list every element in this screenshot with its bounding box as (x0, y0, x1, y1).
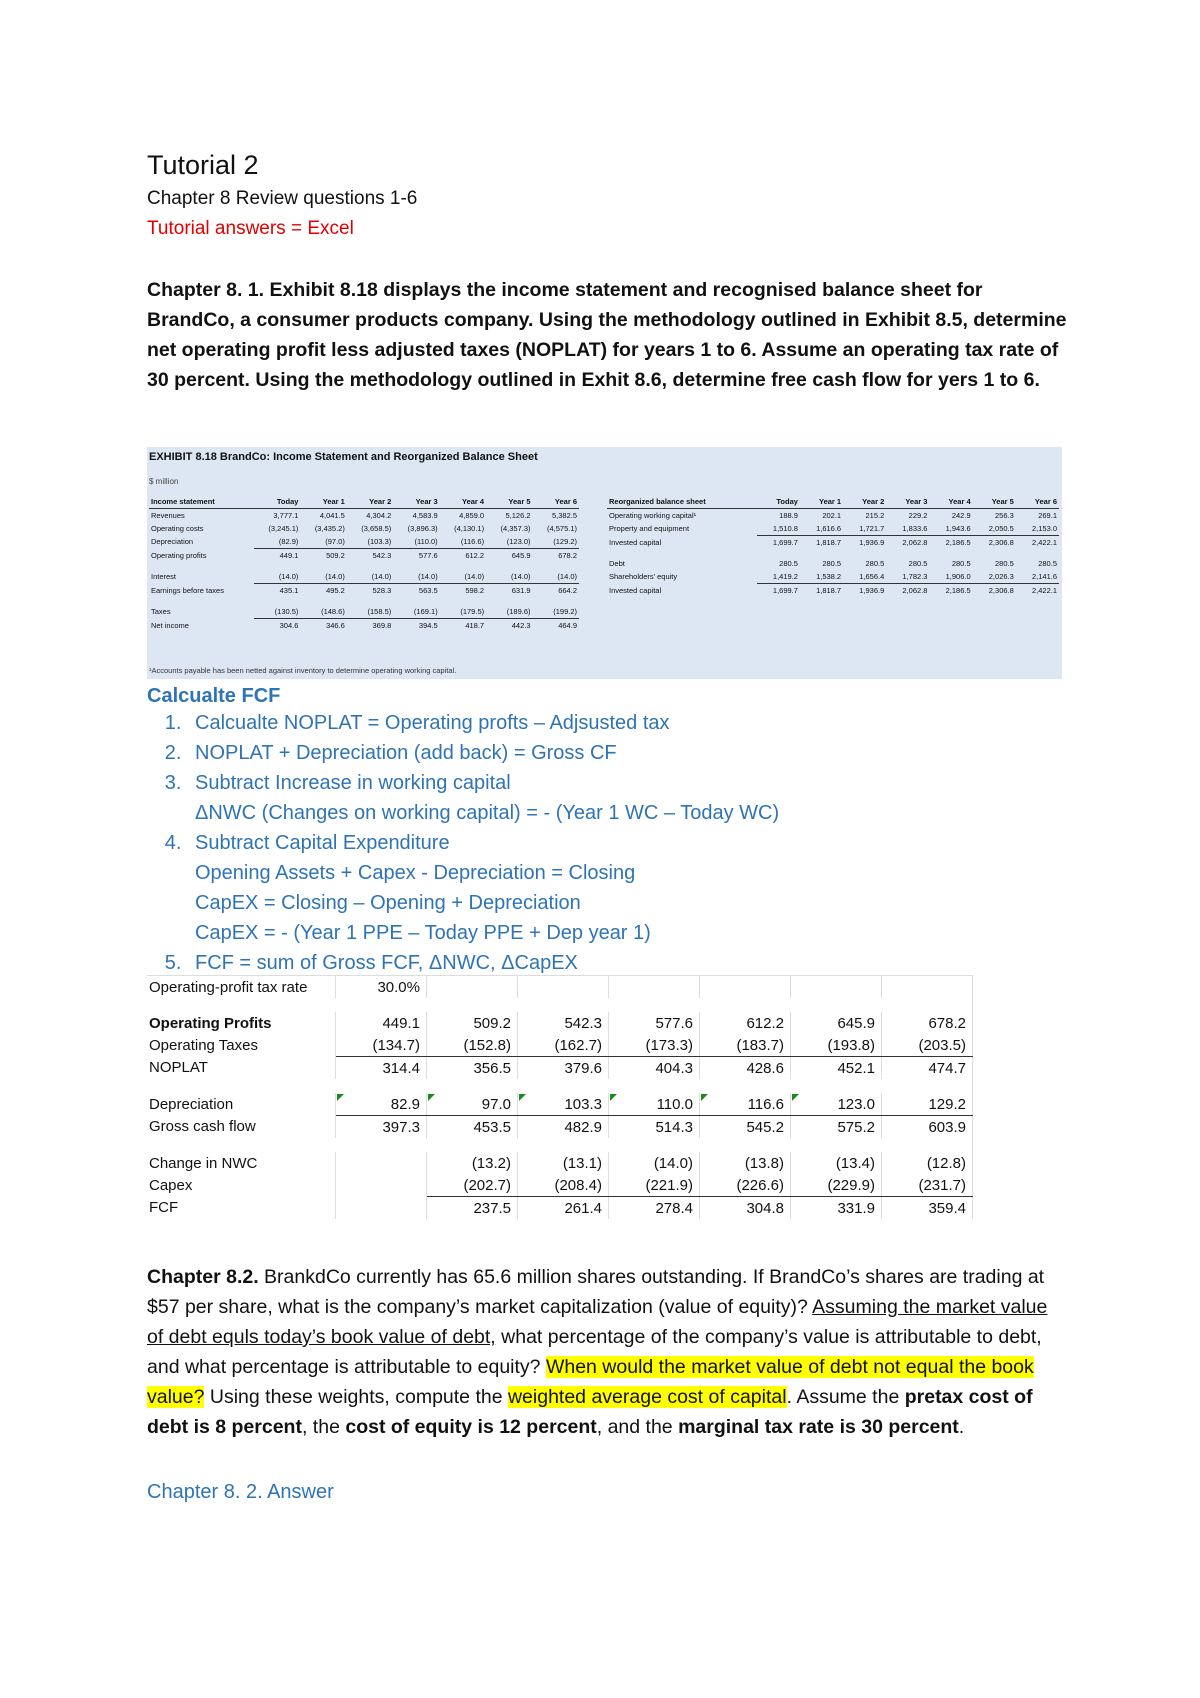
table-cell: 612.2 (465, 551, 485, 560)
calc-step-text: NOPLAT + Depreciation (add back) = Gross CF (195, 742, 617, 764)
table-row (149, 522, 579, 535)
table-cell: (129.2) (533, 535, 579, 549)
table-cell: 2,186.5 (945, 538, 971, 547)
q2-text-1: BrankdCo currently has 65.6 million shares outstanding. If BrandCo’s shares are trading at $57 per share, what is the company’s market capitalization (value of equity)? (147, 1266, 1045, 1318)
table-cell: 1,943.6 (929, 522, 972, 536)
formula-flag-icon (337, 1094, 344, 1101)
value-cell: 82.9 (336, 1093, 427, 1116)
question-2 (147, 1262, 1067, 1442)
table-cell: 1,936.9 (859, 586, 885, 595)
table-cell: 1,721.7 (843, 522, 886, 536)
value-cell: (12.8) (882, 1152, 973, 1174)
column-header: Year 5 (973, 495, 1016, 509)
table-cell: 442.3 (511, 621, 531, 630)
table-cell: 280.5 (822, 559, 842, 568)
tax-rate-value: 30.0% (336, 976, 427, 999)
q2-pretax-cost-debt: pretax cost of debt is 8 percent (147, 1386, 1033, 1438)
table-cell: 2,306.8 (988, 538, 1014, 547)
value-cell: 103.3 (518, 1093, 609, 1116)
table-cell: 1,936.9 (859, 538, 885, 547)
table-cell: 280.5 (951, 559, 971, 568)
table-cell: 1,818.7 (816, 538, 842, 547)
value-cell (336, 1174, 427, 1197)
table-cell: 1,699.7 (772, 586, 798, 595)
table-cell: Operating working capital¹ (609, 511, 697, 520)
table-cell: (14.0) (486, 570, 532, 584)
table-row (149, 619, 579, 633)
calc-step (187, 738, 779, 768)
value-cell: (173.3) (609, 1034, 700, 1057)
table-cell: (14.0) (254, 570, 300, 584)
value-cell: 678.2 (882, 1012, 973, 1034)
table-cell: 188.9 (779, 511, 798, 520)
table-cell: 215.2 (865, 511, 885, 520)
table-cell: Debt (609, 559, 625, 568)
table-cell: 2,141.6 (1016, 570, 1059, 584)
row-label: Gross cash flow (147, 1116, 336, 1139)
table-cell: 464.9 (558, 621, 577, 630)
table-cell: Operating costs (151, 524, 204, 533)
table-row (149, 509, 579, 523)
value-cell: 123.0 (791, 1093, 882, 1116)
table-cell: (3,245.1) (268, 524, 299, 533)
value-cell: 509.2 (427, 1012, 518, 1034)
value-cell: 428.6 (700, 1057, 791, 1080)
value-cell: (13.8) (700, 1152, 791, 1174)
column-header: Year 2 (843, 495, 886, 509)
q2-text-13: . (958, 1416, 965, 1438)
table-cell: 678.2 (558, 551, 577, 560)
table-cell: 664.2 (558, 586, 577, 595)
column-header: Year 1 (300, 495, 346, 509)
table-cell: 1,833.6 (886, 522, 929, 536)
table-row (147, 1034, 973, 1057)
value-cell: 404.3 (609, 1057, 700, 1080)
table-cell: (130.5) (254, 605, 300, 619)
table-cell: (123.0) (486, 535, 532, 549)
value-cell: 612.2 (700, 1012, 791, 1034)
value-cell: 545.2 (700, 1116, 791, 1139)
tax-rate-label: Operating-profit tax rate (147, 976, 336, 999)
calc-step-text: Subtract Increase in working capital (195, 772, 511, 794)
table-row (149, 549, 579, 563)
value-cell: (134.7) (336, 1034, 427, 1057)
value-cell: 603.9 (882, 1116, 973, 1139)
table-cell: 2,422.1 (1031, 586, 1057, 595)
calc-step (187, 948, 779, 978)
column-header: Year 1 (800, 495, 843, 509)
value-cell: (226.6) (700, 1174, 791, 1197)
value-cell: 452.1 (791, 1057, 882, 1080)
table-cell: 1,656.4 (843, 570, 886, 584)
column-header: Year 4 (440, 495, 486, 509)
column-header: Reorganized balance sheet (607, 495, 757, 509)
table-cell: Interest (151, 572, 177, 582)
table-cell: 1,510.8 (757, 522, 800, 536)
table-cell: (4,130.1) (454, 524, 485, 533)
calc-step-subline: Opening Assets + Capex - Depreciation = Closing (195, 862, 636, 884)
question-1-text: Exhibit 8.18 displays the income statement and recognised balance sheet for BrandCo, a consumer products company. Using the methodology outlined in Exhibit 8.5, determine net operating profit less adjusted taxes (NOPLAT) for years 1 to 6. Assume an operating tax rate of 30 percent. Using the methodology outlined in Exhit 8.6, determine free cash flow for yers 1 to 6. (147, 279, 1067, 391)
table-cell: (148.6) (300, 605, 346, 619)
table-cell: 1,906.0 (929, 570, 972, 584)
column-header: Year 5 (486, 495, 532, 509)
table-row (607, 536, 1059, 550)
table-cell: 542.3 (372, 551, 392, 560)
table-row (147, 1057, 973, 1080)
formula-flag-icon (701, 1094, 708, 1101)
value-cell: (203.5) (882, 1034, 973, 1057)
calc-step-text: Subtract Capital Expenditure (195, 832, 450, 854)
table-cell: (4,357.3) (500, 524, 531, 533)
table-cell: 369.8 (372, 621, 392, 630)
value-cell: 482.9 (518, 1116, 609, 1139)
table-cell: 2,050.5 (973, 522, 1016, 536)
table-cell: Earnings before taxes (151, 585, 224, 595)
income-statement-table (149, 495, 579, 632)
value-cell: (13.1) (518, 1152, 609, 1174)
table-cell: 229.2 (908, 511, 928, 520)
row-label: Depreciation (147, 1093, 336, 1116)
q2-highlight-1: When would the market value of debt not equal the book value? (147, 1356, 1034, 1408)
table-header-row (607, 495, 1059, 509)
table-cell: (14.0) (347, 570, 393, 584)
table-cell: (82.9) (254, 535, 300, 549)
answers-note: Tutorial answers = Excel (147, 218, 354, 239)
table-cell: 280.5 (865, 559, 885, 568)
value-cell: 397.3 (336, 1116, 427, 1139)
table-row (149, 584, 579, 598)
table-cell: 394.5 (418, 621, 438, 630)
table-cell: 1,699.7 (772, 538, 798, 547)
table-cell: 563.5 (418, 586, 438, 595)
page-subtitle: Chapter 8 Review questions 1-6 (147, 188, 418, 209)
table-cell: 1,419.2 (757, 570, 800, 584)
table-cell: 631.9 (511, 586, 531, 595)
value-cell: 331.9 (791, 1197, 882, 1220)
value-cell: (202.7) (427, 1174, 518, 1197)
table-cell: 202.1 (822, 511, 842, 520)
table-cell: 528.3 (372, 586, 392, 595)
table-cell: 269.1 (1038, 511, 1057, 520)
table-cell: (169.1) (393, 605, 439, 619)
table-cell: (158.5) (347, 605, 393, 619)
table-cell: 242.9 (951, 511, 971, 520)
column-header: Today (757, 495, 800, 509)
table-cell: 2,422.1 (1031, 538, 1057, 547)
value-cell: 645.9 (791, 1012, 882, 1034)
table-row (147, 1152, 973, 1174)
value-cell: 453.5 (427, 1116, 518, 1139)
table-cell: 256.3 (995, 511, 1014, 520)
table-cell: 2,062.8 (902, 538, 928, 547)
table-cell: Depreciation (151, 537, 194, 547)
value-cell: 379.6 (518, 1057, 609, 1080)
question-1-label: Chapter 8. 1. (147, 279, 265, 301)
column-header: Year 6 (1016, 495, 1059, 509)
value-cell: 542.3 (518, 1012, 609, 1034)
q2-underlined-assumption: Assuming the market value of debt equls today’s book value of debt, (147, 1296, 1048, 1348)
value-cell: (193.8) (791, 1034, 882, 1057)
table-cell: (14.0) (300, 570, 346, 584)
column-header: Year 4 (929, 495, 972, 509)
table-row (147, 1174, 973, 1197)
row-label: Change in NWC (147, 1152, 336, 1174)
balance-sheet-table (607, 495, 1059, 597)
table-cell: Taxes (151, 607, 171, 617)
q2-answer-label: Chapter 8. 2. Answer (147, 1481, 334, 1503)
value-cell: 514.3 (609, 1116, 700, 1139)
table-row (147, 1093, 973, 1116)
value-cell: 314.4 (336, 1057, 427, 1080)
table-cell: 304.6 (279, 621, 299, 630)
column-header: Year 6 (533, 495, 579, 509)
table-cell: (4,575.1) (546, 524, 577, 533)
value-cell: 278.4 (609, 1197, 700, 1220)
value-cell: 474.7 (882, 1057, 973, 1080)
q2-text-7: . Assume the (786, 1386, 905, 1408)
row-label: NOPLAT (147, 1057, 336, 1080)
table-row (147, 1116, 973, 1139)
table-cell: (14.0) (393, 570, 439, 584)
table-row (607, 584, 1059, 598)
calc-heading: Calcualte FCF (147, 685, 281, 707)
table-cell: 5,126.2 (505, 511, 531, 520)
q2-tax-rate: marginal tax rate is 30 percent (678, 1416, 959, 1438)
table-row (149, 605, 579, 619)
value-cell: 261.4 (518, 1197, 609, 1220)
q2-text-11: , and the (596, 1416, 679, 1438)
table-cell: (179.5) (440, 605, 486, 619)
value-cell: 577.6 (609, 1012, 700, 1034)
table-cell: Revenues (151, 511, 185, 520)
table-row (607, 509, 1059, 523)
column-header: Year 3 (886, 495, 929, 509)
exhibit-8-18 (147, 447, 1062, 679)
row-label: Capex (147, 1174, 336, 1197)
table-cell: 346.6 (326, 621, 345, 630)
column-header: Year 2 (347, 495, 393, 509)
q2-text-5: Using these weights, compute the (204, 1386, 508, 1408)
table-cell: 645.9 (511, 551, 531, 560)
exhibit-footnote: ¹Accounts payable has been netted against inventory to determine operating working capital. (149, 666, 457, 675)
table-cell: 435.1 (279, 586, 299, 595)
value-cell: 575.2 (791, 1116, 882, 1139)
table-cell: 1,818.7 (816, 586, 842, 595)
value-cell: 304.8 (700, 1197, 791, 1220)
q2-text-3: what percentage of the company’s value is attributable to debt, and what percentage is attributable to equity? (147, 1326, 1042, 1378)
table-cell: 2,186.5 (945, 586, 971, 595)
value-cell: (229.9) (791, 1174, 882, 1197)
table-row (149, 535, 579, 549)
formula-flag-icon (610, 1094, 617, 1101)
q2-text-9: , the (301, 1416, 346, 1438)
table-cell: 280.5 (908, 559, 928, 568)
value-cell: (162.7) (518, 1034, 609, 1057)
formula-flag-icon (428, 1094, 435, 1101)
table-cell: Net income (151, 620, 189, 630)
table-cell: Invested capital (609, 537, 662, 547)
table-cell: Shareholders' equity (609, 572, 678, 582)
table-cell: 5,382.5 (551, 511, 577, 520)
value-cell: 237.5 (427, 1197, 518, 1220)
value-cell (336, 1197, 427, 1220)
table-cell: 4,041.5 (319, 511, 345, 520)
table-row (147, 1012, 973, 1034)
value-cell (336, 1152, 427, 1174)
table-cell: 598.2 (465, 586, 485, 595)
calc-step-text: Calcualte NOPLAT = Operating profts – Adjsusted tax (195, 712, 670, 734)
value-cell: (231.7) (882, 1174, 973, 1197)
formula-flag-icon (792, 1094, 799, 1101)
value-cell: 449.1 (336, 1012, 427, 1034)
table-cell: 4,583.9 (412, 511, 438, 520)
table-cell: 2,306.8 (988, 586, 1014, 595)
table-row (607, 557, 1059, 570)
value-cell: (183.7) (700, 1034, 791, 1057)
table-cell: (97.0) (300, 535, 346, 549)
table-cell: 509.2 (326, 551, 345, 560)
tax-rate-row (147, 976, 973, 999)
table-cell: Invested capital (609, 585, 662, 595)
value-cell: 97.0 (427, 1093, 518, 1116)
table-cell: 4,304.2 (366, 511, 392, 520)
table-cell: 577.6 (418, 551, 438, 560)
table-cell: 2,062.8 (902, 586, 928, 595)
table-cell: (3,896.3) (407, 524, 438, 533)
table-row (149, 570, 579, 584)
table-cell: (110.0) (393, 535, 439, 549)
value-cell: 359.4 (882, 1197, 973, 1220)
value-cell: 129.2 (882, 1093, 973, 1116)
table-cell: 280.5 (779, 559, 798, 568)
value-cell: (221.9) (609, 1174, 700, 1197)
table-cell: (14.0) (440, 570, 486, 584)
table-row (607, 570, 1059, 584)
formula-flag-icon (519, 1094, 526, 1101)
value-cell: 356.5 (427, 1057, 518, 1080)
row-label: FCF (147, 1197, 336, 1220)
table-cell: 449.1 (279, 551, 299, 560)
table-cell: 495.2 (326, 586, 345, 595)
page-title: Tutorial 2 (147, 150, 259, 180)
q2-cost-equity: cost of equity is 12 percent (345, 1416, 597, 1438)
calc-steps-list (147, 708, 779, 978)
table-cell: 1,782.3 (886, 570, 929, 584)
table-cell: 418.7 (465, 621, 485, 630)
column-header: Income statement (149, 495, 254, 509)
table-header-row (149, 495, 579, 509)
table-cell: (199.2) (533, 605, 579, 619)
table-cell: 280.5 (1038, 559, 1057, 568)
calc-step (187, 768, 779, 828)
calc-step-subline: ΔNWC (Changes on working capital) = - (Year 1 WC – Today WC) (195, 802, 780, 824)
calc-step (187, 828, 779, 948)
table-cell: 2,153.0 (1016, 522, 1059, 536)
row-label: Operating Taxes (147, 1034, 336, 1057)
table-row (607, 522, 1059, 536)
exhibit-title: EXHIBIT 8.18 BrandCo: Income Statement and Reorganized Balance Sheet (149, 451, 538, 463)
table-cell: 1,538.2 (800, 570, 843, 584)
table-cell: 4,859.0 (459, 511, 485, 520)
table-cell: 280.5 (995, 559, 1014, 568)
table-cell: (3,658.5) (361, 524, 392, 533)
table-cell: 3,777.1 (273, 511, 299, 520)
table-cell: 1,616.6 (800, 522, 843, 536)
value-cell: (13.4) (791, 1152, 882, 1174)
calc-step-subline: CapEX = Closing – Opening + Depreciation (195, 892, 581, 914)
fcf-table (147, 975, 973, 1219)
calc-step (187, 708, 779, 738)
table-cell: 2,026.3 (973, 570, 1016, 584)
table-cell: (3,435.2) (314, 524, 345, 533)
value-cell: (13.2) (427, 1152, 518, 1174)
exhibit-units: $ million (149, 477, 179, 486)
question-1 (147, 275, 1067, 395)
table-cell: (14.0) (533, 570, 579, 584)
value-cell: (152.8) (427, 1034, 518, 1057)
value-cell: (14.0) (609, 1152, 700, 1174)
table-cell: Operating profits (151, 550, 207, 560)
column-header: Today (254, 495, 300, 509)
calc-step-subline: CapEX = - (Year 1 PPE – Today PPE + Dep year 1) (195, 922, 651, 944)
question-2-label: Chapter 8.2. (147, 1266, 259, 1288)
column-header: Year 3 (393, 495, 439, 509)
value-cell: 116.6 (700, 1093, 791, 1116)
value-cell: (208.4) (518, 1174, 609, 1197)
calc-step-text: FCF = sum of Gross FCF, ΔNWC, ΔCapEX (195, 952, 578, 974)
table-cell: Property and equipment (609, 524, 690, 534)
table-cell: (103.3) (347, 535, 393, 549)
table-cell: (116.6) (440, 535, 486, 549)
value-cell: 110.0 (609, 1093, 700, 1116)
q2-highlight-2: weighted average cost of capital (507, 1386, 787, 1408)
table-row (147, 1197, 973, 1220)
table-cell: (189.6) (486, 605, 532, 619)
row-label: Operating Profits (147, 1012, 336, 1034)
